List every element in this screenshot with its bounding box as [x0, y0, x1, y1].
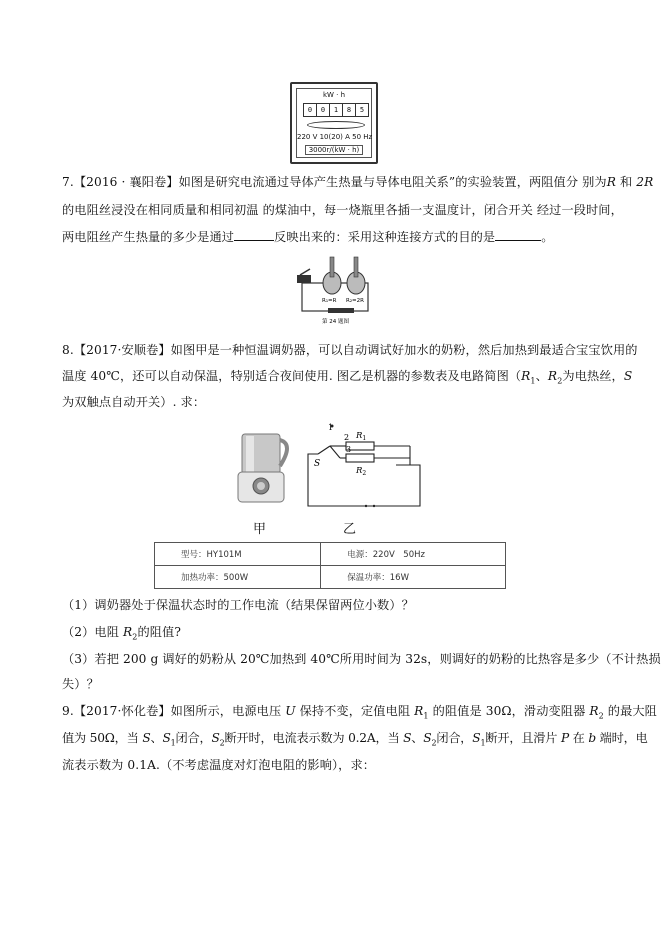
label-r2: $R_2$	[356, 466, 367, 477]
meter-digit: 8	[343, 104, 356, 116]
q8-line3: 为双触点自动开关）. 求：	[62, 395, 206, 409]
label-switch-s: S	[314, 459, 321, 469]
meter-digits	[303, 103, 369, 117]
meter-disc	[307, 121, 365, 129]
label-r2: R₂=2R	[346, 298, 364, 304]
figure-caption: 第 24 题图	[322, 319, 349, 325]
rheostat-icon	[328, 308, 354, 313]
q8-line1: 8.【2017·安顺卷】如图甲是一种恒温调奶器，可以自动调试好加水的奶粉，然后加热到最适合宝宝饮用的	[62, 343, 638, 357]
electricity-meter-figure	[290, 82, 378, 164]
meter-unit: kW · h	[322, 91, 346, 99]
table-cell: 加热功率：500W	[155, 566, 321, 589]
svg-text:1: 1	[328, 423, 334, 432]
meter-digit: 5	[359, 106, 365, 114]
table-cell: 型号：HY101M	[155, 543, 321, 566]
q8-sub1: （1）调奶器处于保温状态时的工作电流（结果保留两位小数）？	[62, 598, 414, 612]
label-r1: R₁=R	[322, 298, 337, 304]
svg-text:3: 3	[346, 445, 352, 454]
q7-line1: 7.【2016 · 襄阳卷】如图是研究电流通过导体产生热量与导体电阻关系”的实验装置，两阻值分 别为R 和 2R	[62, 175, 654, 189]
q9-line2: 值为 50Ω，当 S、$S_1$闭合，$S_2$断开时，电流表示数为 0.2A，当 S、$S_2$闭合，$S_1$断开，且滑片 P 在 b 端时，电	[62, 731, 648, 748]
table-cell: 保温功率：16W	[321, 566, 506, 589]
resistor-r2-icon	[346, 454, 374, 462]
svg-text:2: 2	[344, 433, 350, 442]
q7-line3: 两电阻丝产生热量的多少是通过 反映出来的：采用这种连接方式的目的是 。	[62, 230, 554, 244]
q7-line2: 的电阻丝浸没在相同质量和相同初温 的煤油中，每一烧瓶里各插一支温度计，闭合开关 经过一段时间，	[62, 203, 623, 217]
meter-spec: 220 V 10(20) A 50 Hz	[297, 133, 373, 141]
meter-rev: 3000r/(kW · h)	[305, 145, 363, 155]
answer-blank[interactable]	[495, 229, 541, 241]
spec-table	[154, 542, 506, 589]
table-row	[155, 543, 506, 566]
flask-right-icon	[347, 257, 365, 294]
table-cell: 电源：220V 50Hz	[321, 543, 506, 566]
q7-apparatus-figure	[294, 253, 380, 327]
meter-face	[296, 88, 372, 158]
milk-warmer-image	[230, 428, 300, 506]
q8-sub3-line2: 失）？	[62, 677, 99, 691]
meter-digit: 0	[317, 104, 330, 116]
flask-left-icon	[323, 257, 341, 294]
q8-sub2: （2）电阻 $R_2$的阻值?	[62, 625, 181, 642]
q9-line1: 9.【2017·怀化卷】如图所示，电源电压 U 保持不变，定值电阻 $R_1$ 的阻值是 30Ω，滑动变阻器 $R_2$ 的最大阻	[62, 704, 657, 721]
label-yi: 乙	[343, 522, 357, 537]
q9-line3: 流表示数为 0.1A.（不考虑温度对灯泡电阻的影响），求：	[62, 758, 376, 772]
label-jia: 甲	[253, 522, 267, 537]
table-row	[155, 566, 506, 589]
circuit-diagram	[300, 418, 430, 514]
q8-sub3-line1: （3）若把 200 g 调好的奶粉从 20℃加热到 40℃所用时间为 32s，则调好的奶粉的比热容是多少（不计热损	[62, 652, 661, 666]
label-r1: $R_1$	[356, 431, 367, 442]
meter-digit: 1	[330, 104, 343, 116]
switch-icon	[297, 269, 311, 283]
q8-line2: 温度 40℃，还可以自动保温，特别适合夜间使用. 图乙是机器的参数表及电路简图（$R_1$、$R_2$为电热丝，S	[62, 369, 633, 386]
meter-digit: 0	[304, 104, 317, 116]
answer-blank[interactable]	[234, 229, 274, 241]
